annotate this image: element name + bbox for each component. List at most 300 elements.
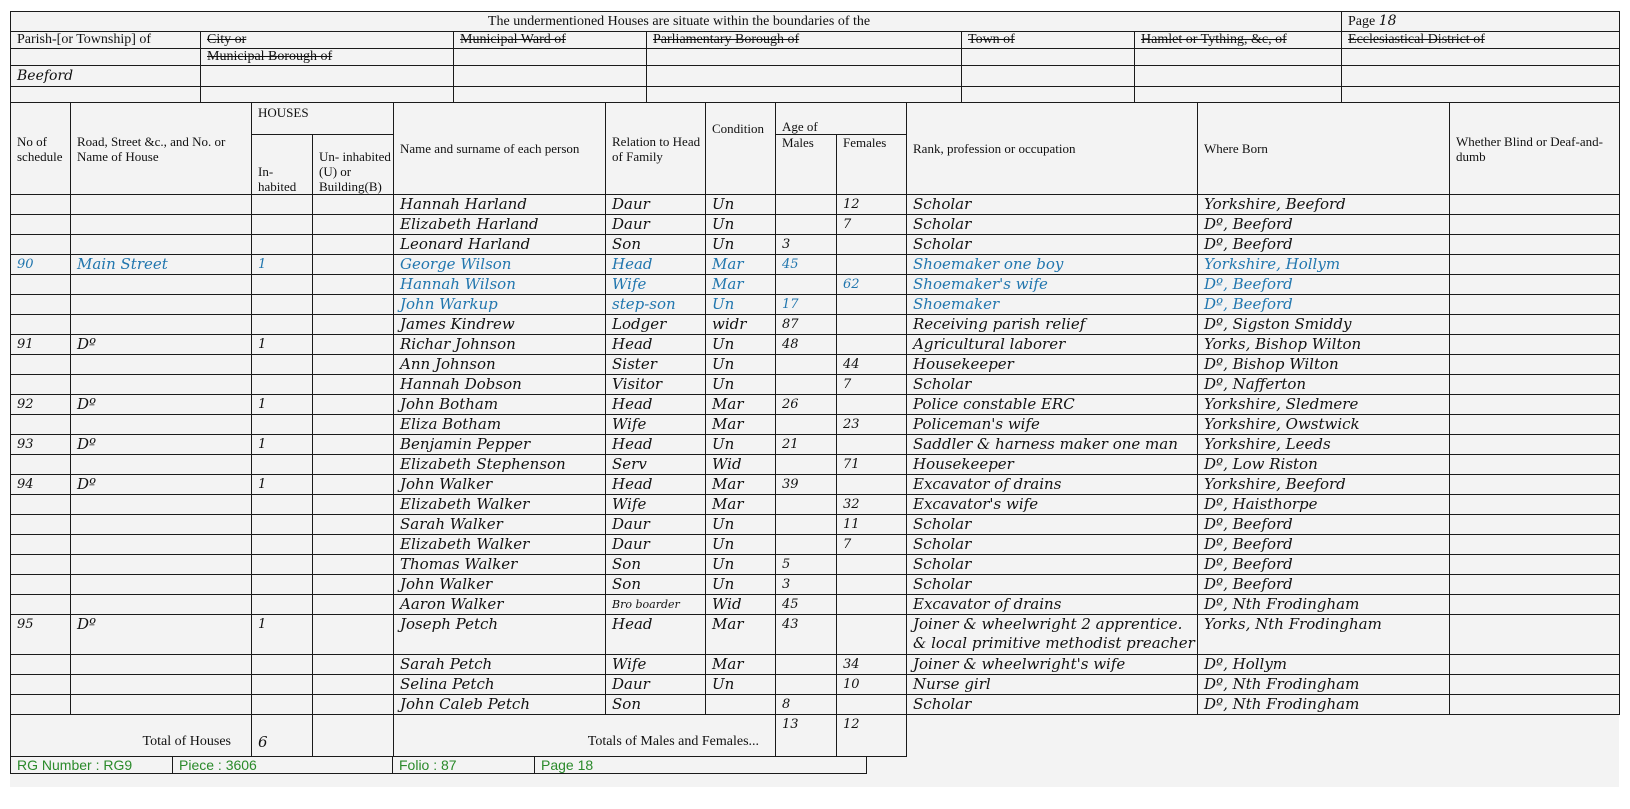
cell-occupation: Policeman's wife <box>907 415 1198 435</box>
cell-born: Yorkshire, Beeford <box>1198 475 1450 495</box>
cell-uninhabited <box>313 595 394 615</box>
cell-occupation: Excavator of drains <box>907 475 1198 495</box>
cell-females <box>837 695 907 715</box>
cell-inhabited <box>252 355 313 375</box>
cell-condition: Un <box>706 295 776 315</box>
cell-born: Dº, Nth Frodingham <box>1198 675 1450 695</box>
cell-males: 17 <box>776 295 837 315</box>
cell-road <box>71 455 252 475</box>
cell-inhabited <box>252 295 313 315</box>
cell-schedule <box>11 535 71 555</box>
cell-name: Hannah Wilson <box>394 275 606 295</box>
cell-males: 8 <box>776 695 837 715</box>
cell-schedule: 93 <box>11 435 71 455</box>
cell-blind <box>1450 235 1620 255</box>
cell-males: 39 <box>776 475 837 495</box>
cell-females <box>837 555 907 575</box>
cell-schedule: 92 <box>11 395 71 415</box>
table-row <box>11 655 1620 675</box>
table-row <box>11 395 1620 415</box>
cell-males: 26 <box>776 395 837 415</box>
cell-relation: Head <box>606 435 706 455</box>
cell-inhabited <box>252 495 313 515</box>
cell-occupation: Scholar <box>907 575 1198 595</box>
cell-relation: Wife <box>606 415 706 435</box>
cell-name: Hannah Dobson <box>394 375 606 395</box>
cell-males <box>776 535 837 555</box>
cell-males: 48 <box>776 335 837 355</box>
cell-inhabited: 1 <box>252 435 313 455</box>
cell-relation: Serv <box>606 455 706 475</box>
cell-blind <box>1450 255 1620 275</box>
cell-uninhabited <box>313 215 394 235</box>
cell-schedule: 95 <box>11 615 71 655</box>
cell-blind <box>1450 295 1620 315</box>
cell-schedule: 91 <box>11 335 71 355</box>
total-persons-label: Totals of Males and Females... <box>394 715 776 757</box>
cell-born: Dº, Nth Frodingham <box>1198 695 1450 715</box>
table-row <box>11 455 1620 475</box>
cell-relation: Head <box>606 615 706 655</box>
cell-occupation: Scholar <box>907 555 1198 575</box>
cell-inhabited <box>252 455 313 475</box>
cell-uninhabited <box>313 435 394 455</box>
cell-females <box>837 435 907 455</box>
cell-uninhabited <box>313 335 394 355</box>
table-row <box>11 575 1620 595</box>
cell-schedule <box>11 375 71 395</box>
cell-name: Elizabeth Walker <box>394 535 606 555</box>
cell-road: Dº <box>71 615 252 655</box>
cell-relation: Son <box>606 575 706 595</box>
cell-condition: Un <box>706 195 776 215</box>
total-females: 12 <box>837 715 907 757</box>
cell-females: 11 <box>837 515 907 535</box>
cell-schedule <box>11 215 71 235</box>
cell-road <box>71 655 252 675</box>
cell-occupation: Shoemaker's wife <box>907 275 1198 295</box>
cell-name: James Kindrew <box>394 315 606 335</box>
cell-blind <box>1450 535 1620 555</box>
cell-males <box>776 415 837 435</box>
cell-blind <box>1450 355 1620 375</box>
cell-occupation: Scholar <box>907 235 1198 255</box>
cell-name: Joseph Petch <box>394 615 606 655</box>
cell-inhabited <box>252 695 313 715</box>
table-row <box>11 335 1620 355</box>
cell-relation: Head <box>606 335 706 355</box>
cell-blind <box>1450 435 1620 455</box>
cell-females: 71 <box>837 455 907 475</box>
cell-inhabited: 1 <box>252 615 313 655</box>
cell-blind <box>1450 415 1620 435</box>
cell-born: Dº, Low Riston <box>1198 455 1450 475</box>
col-blind: Whether Blind or Deaf-and-dumb <box>1450 103 1620 195</box>
cell-born: Yorkshire, Owstwick <box>1198 415 1450 435</box>
cell-uninhabited <box>313 555 394 575</box>
cell-occupation: Scholar <box>907 695 1198 715</box>
cell-road: Dº <box>71 395 252 415</box>
cell-road: Main Street <box>71 255 252 275</box>
cell-name: Elizabeth Stephenson <box>394 455 606 475</box>
cell-occupation: Shoemaker one boy <box>907 255 1198 275</box>
cell-name: Eliza Botham <box>394 415 606 435</box>
cell-road <box>71 415 252 435</box>
cell-females <box>837 235 907 255</box>
table-row <box>11 615 1620 655</box>
cell-blind <box>1450 275 1620 295</box>
cell-occupation: Scholar <box>907 535 1198 555</box>
cell-inhabited <box>252 275 313 295</box>
cell-females: 32 <box>837 495 907 515</box>
cell-condition: Un <box>706 515 776 535</box>
cell-relation: Son <box>606 555 706 575</box>
municipal-ward-label: Municipal Ward of <box>454 32 647 49</box>
cell-road <box>71 535 252 555</box>
cell-females <box>837 475 907 495</box>
cell-females <box>837 595 907 615</box>
cell-road <box>71 575 252 595</box>
census-table <box>10 102 1620 757</box>
table-row <box>11 375 1620 395</box>
cell-condition: Un <box>706 575 776 595</box>
cell-schedule <box>11 315 71 335</box>
cell-schedule <box>11 195 71 215</box>
cell-males <box>776 675 837 695</box>
cell-uninhabited <box>313 315 394 335</box>
cell-uninhabited <box>313 415 394 435</box>
cell-schedule <box>11 355 71 375</box>
cell-males: 3 <box>776 575 837 595</box>
cell-females: 7 <box>837 535 907 555</box>
cell-condition: Un <box>706 535 776 555</box>
cell-occupation: Nurse girl <box>907 675 1198 695</box>
cell-born: Dº, Bishop Wilton <box>1198 355 1450 375</box>
cell-occupation: Shoemaker <box>907 295 1198 315</box>
cell-occupation: Joiner & wheelwright's wife <box>907 655 1198 675</box>
cell-relation: Wife <box>606 275 706 295</box>
cell-inhabited <box>252 215 313 235</box>
cell-schedule <box>11 695 71 715</box>
cell-relation: Sister <box>606 355 706 375</box>
parliamentary-borough-label: Parliamentary Borough of <box>647 32 962 49</box>
hamlet-label: Hamlet or Tything, &c, of <box>1135 32 1342 49</box>
cell-name: Hannah Harland <box>394 195 606 215</box>
cell-uninhabited <box>313 615 394 655</box>
cell-schedule <box>11 595 71 615</box>
cell-inhabited <box>252 315 313 335</box>
cell-males <box>776 375 837 395</box>
cell-uninhabited <box>313 255 394 275</box>
cell-females: 44 <box>837 355 907 375</box>
page-label: Page <box>1348 14 1376 29</box>
cell-uninhabited <box>313 515 394 535</box>
cell-inhabited <box>252 555 313 575</box>
table-row <box>11 475 1620 495</box>
cell-name: Sarah Walker <box>394 515 606 535</box>
table-row <box>11 535 1620 555</box>
cell-schedule <box>11 455 71 475</box>
cell-occupation: Agricultural laborer <box>907 335 1198 355</box>
cell-relation: Head <box>606 395 706 415</box>
cell-inhabited <box>252 195 313 215</box>
cell-road <box>71 275 252 295</box>
cell-females: 7 <box>837 375 907 395</box>
cell-born: Yorks, Bishop Wilton <box>1198 335 1450 355</box>
cell-name: Elizabeth Harland <box>394 215 606 235</box>
cell-males <box>776 515 837 535</box>
cell-condition: Un <box>706 675 776 695</box>
cell-name: John Botham <box>394 395 606 415</box>
cell-road <box>71 195 252 215</box>
cell-condition: Mar <box>706 255 776 275</box>
col-houses: HOUSES <box>252 103 394 135</box>
cell-females: 10 <box>837 675 907 695</box>
table-row <box>11 515 1620 535</box>
cell-blind <box>1450 695 1620 715</box>
cell-road: Dº <box>71 335 252 355</box>
total-houses-value: 6 <box>252 715 313 757</box>
cell-schedule <box>11 235 71 255</box>
col-uninhabited: Un- inhabited (U) or Building(B) <box>313 135 394 195</box>
cell-born: Dº, Nth Frodingham <box>1198 595 1450 615</box>
cell-condition: Mar <box>706 655 776 675</box>
cell-condition: Mar <box>706 415 776 435</box>
cell-born: Yorkshire, Beeford <box>1198 195 1450 215</box>
cell-condition: Un <box>706 235 776 255</box>
cell-inhabited <box>252 415 313 435</box>
table-row <box>11 355 1620 375</box>
cell-schedule <box>11 495 71 515</box>
cell-females: 7 <box>837 215 907 235</box>
table-row <box>11 695 1620 715</box>
cell-condition: Un <box>706 555 776 575</box>
cell-males <box>776 195 837 215</box>
cell-males <box>776 215 837 235</box>
cell-relation: Visitor <box>606 375 706 395</box>
cell-name: Richar Johnson <box>394 335 606 355</box>
cell-condition: Mar <box>706 275 776 295</box>
municipal-borough-label: Municipal Borough of <box>201 49 454 66</box>
cell-blind <box>1450 575 1620 595</box>
cell-relation: Son <box>606 235 706 255</box>
col-road: Road, Street &c., and No. or Name of House <box>71 103 252 195</box>
cell-females <box>837 395 907 415</box>
cell-occupation: Saddler & harness maker one man <box>907 435 1198 455</box>
cell-relation: Wife <box>606 495 706 515</box>
cell-born: Yorkshire, Leeds <box>1198 435 1450 455</box>
cell-name: Sarah Petch <box>394 655 606 675</box>
table-row <box>11 195 1620 215</box>
cell-blind <box>1450 395 1620 415</box>
cell-name: John Walker <box>394 575 606 595</box>
cell-schedule <box>11 275 71 295</box>
cell-relation: Son <box>606 695 706 715</box>
table-row <box>11 315 1620 335</box>
cell-inhabited: 1 <box>252 395 313 415</box>
cell-blind <box>1450 375 1620 395</box>
cell-uninhabited <box>313 535 394 555</box>
cell-uninhabited <box>313 195 394 215</box>
cell-born: Dº, Beeford <box>1198 535 1450 555</box>
cell-blind <box>1450 315 1620 335</box>
cell-name: Leonard Harland <box>394 235 606 255</box>
cell-uninhabited <box>313 495 394 515</box>
cell-born: Dº, Beeford <box>1198 515 1450 535</box>
cell-road: Dº <box>71 475 252 495</box>
cell-males <box>776 495 837 515</box>
cell-name: Elizabeth Walker <box>394 495 606 515</box>
col-age-of: Age of <box>776 103 907 135</box>
cell-uninhabited <box>313 575 394 595</box>
cell-blind <box>1450 475 1620 495</box>
table-row <box>11 595 1620 615</box>
town-label: Town of <box>962 32 1135 49</box>
cell-relation: Daur <box>606 195 706 215</box>
footer-rg: RG Number : RG9 <box>11 757 173 774</box>
cell-schedule <box>11 415 71 435</box>
cell-condition <box>706 695 776 715</box>
total-houses-label: Total of Houses <box>11 715 252 757</box>
cell-road <box>71 355 252 375</box>
cell-name: Aaron Walker <box>394 595 606 615</box>
table-row <box>11 215 1620 235</box>
cell-occupation: Police constable ERC <box>907 395 1198 415</box>
cell-uninhabited <box>313 375 394 395</box>
cell-occupation: Excavator's wife <box>907 495 1198 515</box>
cell-inhabited: 1 <box>252 335 313 355</box>
cell-females: 23 <box>837 415 907 435</box>
census-rows <box>11 195 1620 715</box>
table-row <box>11 555 1620 575</box>
cell-males: 87 <box>776 315 837 335</box>
footer-piece: Piece : 3606 <box>173 757 393 774</box>
cell-females: 62 <box>837 275 907 295</box>
table-row <box>11 675 1620 695</box>
cell-road <box>71 375 252 395</box>
cell-males: 45 <box>776 595 837 615</box>
table-row <box>11 415 1620 435</box>
cell-born: Yorkshire, Hollym <box>1198 255 1450 275</box>
cell-schedule <box>11 575 71 595</box>
cell-uninhabited <box>313 475 394 495</box>
cell-females <box>837 575 907 595</box>
cell-relation: Wife <box>606 655 706 675</box>
cell-relation: Daur <box>606 515 706 535</box>
cell-blind <box>1450 335 1620 355</box>
census-sheet <box>10 11 1619 787</box>
cell-relation: step-son <box>606 295 706 315</box>
cell-relation: Lodger <box>606 315 706 335</box>
cell-inhabited <box>252 675 313 695</box>
table-row <box>11 495 1620 515</box>
cell-road <box>71 215 252 235</box>
cell-name: Selina Petch <box>394 675 606 695</box>
cell-uninhabited <box>313 235 394 255</box>
cell-condition: Un <box>706 215 776 235</box>
cell-uninhabited <box>313 395 394 415</box>
cell-inhabited <box>252 575 313 595</box>
cell-uninhabited <box>313 455 394 475</box>
cell-inhabited <box>252 595 313 615</box>
cell-inhabited: 1 <box>252 255 313 275</box>
cell-condition: Mar <box>706 615 776 655</box>
cell-occupation: Scholar <box>907 375 1198 395</box>
col-inhabited: In- habited <box>252 135 313 195</box>
cell-road: Dº <box>71 435 252 455</box>
parish-label: Parish-[or Township] of <box>11 32 201 49</box>
footer-strip <box>10 756 867 774</box>
table-row <box>11 435 1620 455</box>
table-row <box>11 295 1620 315</box>
cell-relation: Head <box>606 475 706 495</box>
cell-blind <box>1450 655 1620 675</box>
cell-inhabited <box>252 535 313 555</box>
cell-road <box>71 595 252 615</box>
cell-born: Dº, Beeford <box>1198 575 1450 595</box>
page-number: 18 <box>1378 13 1397 29</box>
cell-occupation: Housekeeper <box>907 455 1198 475</box>
col-relation: Relation to Head of Family <box>606 103 706 195</box>
cell-uninhabited <box>313 355 394 375</box>
col-born: Where Born <box>1198 103 1450 195</box>
cell-blind <box>1450 195 1620 215</box>
cell-blind <box>1450 595 1620 615</box>
cell-inhabited <box>252 235 313 255</box>
cell-condition: Wid <box>706 455 776 475</box>
footer-folio: Folio : 87 <box>393 757 535 774</box>
cell-blind <box>1450 615 1620 655</box>
cell-males: 3 <box>776 235 837 255</box>
cell-name: George Wilson <box>394 255 606 275</box>
cell-occupation: Housekeeper <box>907 355 1198 375</box>
cell-inhabited <box>252 655 313 675</box>
cell-born: Dº, Beeford <box>1198 215 1450 235</box>
parish-value: Beeford <box>11 66 201 87</box>
cell-name: Thomas Walker <box>394 555 606 575</box>
cell-males: 45 <box>776 255 837 275</box>
cell-road <box>71 675 252 695</box>
cell-males: 21 <box>776 435 837 455</box>
col-condition: Condition <box>706 103 776 195</box>
cell-blind <box>1450 675 1620 695</box>
cell-schedule <box>11 295 71 315</box>
cell-born: Dº, Hollym <box>1198 655 1450 675</box>
cell-females: 34 <box>837 655 907 675</box>
cell-relation: Daur <box>606 675 706 695</box>
table-row <box>11 235 1620 255</box>
cell-uninhabited <box>313 295 394 315</box>
cell-inhabited <box>252 375 313 395</box>
cell-born: Dº, Sigston Smiddy <box>1198 315 1450 335</box>
cell-females <box>837 335 907 355</box>
cell-condition: Un <box>706 375 776 395</box>
cell-occupation: Scholar <box>907 195 1198 215</box>
cell-occupation: Scholar <box>907 515 1198 535</box>
cell-uninhabited <box>313 275 394 295</box>
col-schedule: No of schedule <box>11 103 71 195</box>
cell-males <box>776 355 837 375</box>
cell-condition: Mar <box>706 475 776 495</box>
cell-relation: Daur <box>606 215 706 235</box>
col-occupation: Rank, profession or occupation <box>907 103 1198 195</box>
cell-road <box>71 295 252 315</box>
cell-blind <box>1450 555 1620 575</box>
cell-name: John Walker <box>394 475 606 495</box>
cell-females <box>837 295 907 315</box>
cell-inhabited: 1 <box>252 475 313 495</box>
cell-name: Benjamin Pepper <box>394 435 606 455</box>
